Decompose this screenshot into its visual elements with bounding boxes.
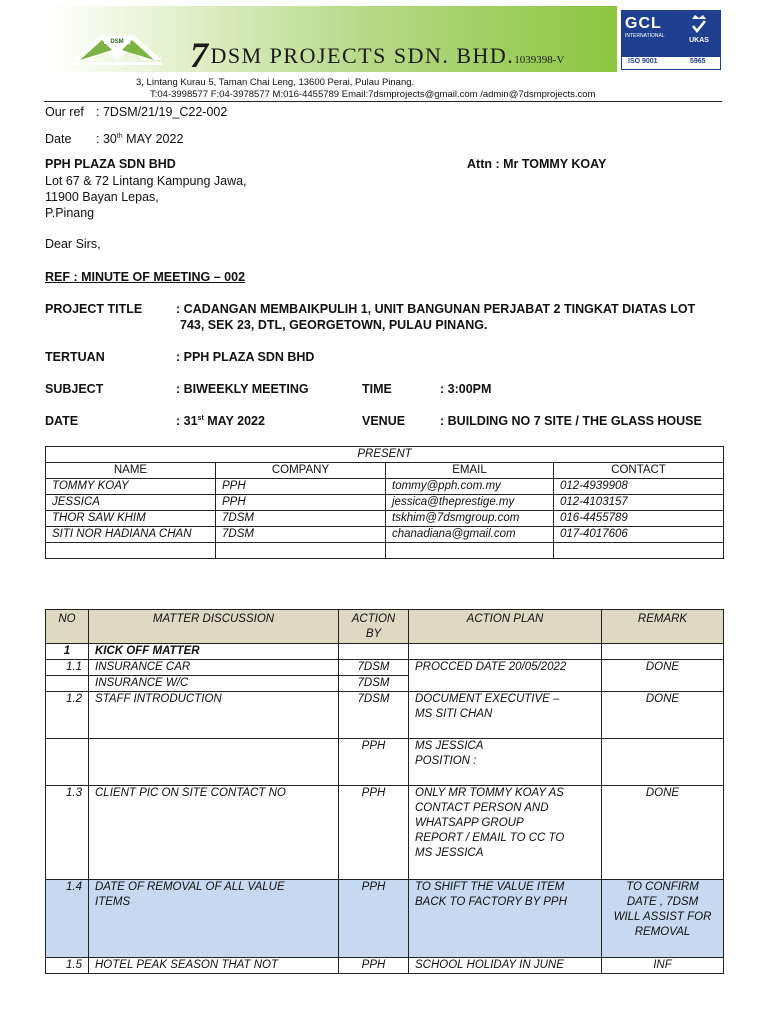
iso-label: ISO 9001 bbox=[628, 58, 658, 65]
venue-value: : BUILDING NO 7 SITE / THE GLASS HOUSE bbox=[440, 414, 702, 428]
time-label: TIME bbox=[362, 382, 392, 396]
item-action-plan: ONLY MR TOMMY KOAY AS CONTACT PERSON AND WHATSAPP GROUP REPORT / EMAIL TO CC TO MS JESSICA bbox=[409, 786, 602, 880]
logo-text: DSM bbox=[110, 39, 124, 45]
header-divider bbox=[44, 101, 722, 102]
recipient-address-line: 11900 Bayan Lepas, bbox=[45, 190, 159, 204]
subject-value: : BIWEEKLY MEETING bbox=[176, 382, 309, 396]
item-matter: INSURANCE CAR bbox=[89, 660, 339, 676]
letter-date-sup: th bbox=[116, 132, 123, 140]
table-row bbox=[46, 660, 724, 676]
table-row-empty bbox=[46, 543, 724, 559]
item-action-plan: MS JESSICA POSITION : bbox=[409, 739, 602, 786]
matter-header-row bbox=[46, 610, 724, 644]
item-matter: DATE OF REMOVAL OF ALL VALUE ITEMS bbox=[89, 880, 339, 958]
recipient-name: PPH PLAZA SDN BHD bbox=[45, 157, 176, 171]
col-header-action-plan: ACTION PLAN bbox=[409, 610, 602, 644]
gcl-text: GCL bbox=[625, 15, 662, 32]
attendee-company: 7DSM bbox=[216, 511, 386, 527]
cert-number: 5965 bbox=[690, 58, 706, 65]
salutation: Dear Sirs, bbox=[45, 237, 101, 251]
col-header-contact: CONTACT bbox=[554, 463, 724, 479]
item-remark: TO CONFIRM DATE , 7DSM WILL ASSIST FOR REMOVAL bbox=[602, 880, 724, 958]
item-matter: STAFF INTRODUCTION bbox=[89, 692, 339, 739]
attendee-company: PPH bbox=[216, 495, 386, 511]
col-header-action-by: ACTION BY bbox=[339, 610, 409, 644]
attendee-contact: 012-4939908 bbox=[554, 479, 724, 495]
certification-badge bbox=[621, 10, 721, 70]
attendee-contact: 017-4017606 bbox=[554, 527, 724, 543]
item-remark: INF bbox=[602, 958, 724, 974]
ukas-text: UKAS bbox=[689, 37, 709, 44]
attendee-email: jessica@theprestige.my bbox=[386, 495, 554, 511]
item-no: 1.2 bbox=[46, 692, 89, 739]
item-action-plan: SCHOOL HOLIDAY IN JUNE bbox=[409, 958, 602, 974]
item-matter: INSURANCE W/C bbox=[89, 676, 339, 692]
item-action-by: 7DSM bbox=[339, 692, 409, 739]
col-header-company: COMPANY bbox=[216, 463, 386, 479]
attention-line: Attn : Mr TOMMY KOAY bbox=[467, 157, 607, 171]
item-remark: DONE bbox=[602, 786, 724, 880]
attendee-company: 7DSM bbox=[216, 527, 386, 543]
table-row bbox=[46, 958, 724, 974]
letter-date-pre: : 30 bbox=[96, 132, 117, 146]
ukas-logo bbox=[680, 13, 718, 57]
item-remark: DONE bbox=[602, 660, 724, 692]
col-header-no: NO bbox=[46, 610, 89, 644]
meeting-date-post: MAY 2022 bbox=[203, 414, 265, 428]
item-action-by: PPH bbox=[339, 739, 409, 786]
item-action-by: PPH bbox=[339, 958, 409, 974]
matter-discussion-table bbox=[45, 609, 724, 974]
table-row bbox=[46, 511, 724, 527]
col-header-email: EMAIL bbox=[386, 463, 554, 479]
attendance-table bbox=[45, 446, 724, 559]
item-no: 1.1 bbox=[46, 660, 89, 676]
attendee-company: PPH bbox=[216, 479, 386, 495]
subject-label: SUBJECT bbox=[45, 382, 104, 396]
col-header-matter: MATTER DISCUSSION bbox=[89, 610, 339, 644]
project-title-label: PROJECT TITLE bbox=[45, 302, 143, 316]
section-no: 1 bbox=[46, 644, 89, 660]
crown-check-icon bbox=[689, 13, 709, 35]
company-reg-no: 1039398-V bbox=[514, 54, 565, 66]
attendee-email: chanadiana@gmail.com bbox=[386, 527, 554, 543]
reference-title: REF : MINUTE OF MEETING – 002 bbox=[45, 270, 246, 284]
item-no: 1.5 bbox=[46, 958, 89, 974]
col-header-name: NAME bbox=[46, 463, 216, 479]
our-ref-value: : 7DSM/21/19_C22-002 bbox=[96, 105, 228, 119]
item-action-plan: DOCUMENT EXECUTIVE – MS SITI CHAN bbox=[409, 692, 602, 739]
attendee-name: SITI NOR HADIANA CHAN bbox=[46, 527, 216, 543]
attendance-header-row bbox=[46, 463, 724, 479]
section-row bbox=[46, 644, 724, 660]
tertuan-label: TERTUAN bbox=[45, 350, 105, 364]
company-number: 7 bbox=[190, 35, 210, 75]
attendee-email: tskhim@7dsmgroup.com bbox=[386, 511, 554, 527]
recipient-address-line: Lot 67 & 72 Lintang Kampung Jawa, bbox=[45, 174, 247, 188]
venue-label: VENUE bbox=[362, 414, 406, 428]
item-no: 1.3 bbox=[46, 786, 89, 880]
company-logo-icon bbox=[72, 26, 162, 66]
section-title: KICK OFF MATTER bbox=[89, 644, 339, 660]
tertuan-value: : PPH PLAZA SDN BHD bbox=[176, 350, 315, 364]
time-value: : 3:00PM bbox=[440, 382, 492, 396]
attendee-name: TOMMY KOAY bbox=[46, 479, 216, 495]
table-row bbox=[46, 527, 724, 543]
table-row bbox=[46, 479, 724, 495]
letter-date bbox=[96, 132, 183, 146]
item-matter: CLIENT PIC ON SITE CONTACT NO bbox=[89, 786, 339, 880]
item-no: 1.4 bbox=[46, 880, 89, 958]
item-matter: HOTEL PEAK SEASON THAT NOT bbox=[89, 958, 339, 974]
attendee-name: THOR SAW KHIM bbox=[46, 511, 216, 527]
project-title-line1: : CADANGAN MEMBAIKPULIH 1, UNIT BANGUNAN PERJABAT 2 TINGKAT DIATAS LOT bbox=[176, 302, 696, 316]
recipient-address-line: P.Pinang bbox=[45, 206, 95, 220]
table-row bbox=[46, 739, 724, 786]
company-name bbox=[190, 30, 565, 75]
item-action-by: 7DSM bbox=[339, 676, 409, 692]
table-row bbox=[46, 495, 724, 511]
letter-date-post: MAY 2022 bbox=[122, 132, 184, 146]
company-address: 3, Lintang Kurau 5, Taman Chai Leng, 13600 Perai, Pulau Pinang. bbox=[136, 77, 415, 88]
table-row bbox=[46, 786, 724, 880]
meeting-date-sup: st bbox=[197, 414, 204, 422]
item-action-plan: PROCCED DATE 20/05/2022 bbox=[409, 660, 602, 692]
meeting-date-label: DATE bbox=[45, 414, 79, 428]
item-action-by: PPH bbox=[339, 880, 409, 958]
gcl-sub: INTERNATIONAL bbox=[625, 33, 665, 39]
item-action-by: PPH bbox=[339, 786, 409, 880]
project-title-line2: 743, SEK 23, DTL, GEORGETOWN, PULAU PINANG. bbox=[180, 318, 488, 332]
item-action-plan: TO SHIFT THE VALUE ITEM BACK TO FACTORY BY PPH bbox=[409, 880, 602, 958]
table-row-highlighted bbox=[46, 880, 724, 958]
attendee-contact: 016-4455789 bbox=[554, 511, 724, 527]
company-name-text: DSM PROJECTS SDN. BHD. bbox=[210, 43, 515, 68]
attendance-title: PRESENT bbox=[46, 447, 724, 463]
meeting-date-pre: : 31 bbox=[176, 414, 198, 428]
meeting-date bbox=[176, 414, 265, 428]
table-row bbox=[46, 692, 724, 739]
date-label: Date bbox=[45, 132, 72, 146]
attendee-contact: 012-4103157 bbox=[554, 495, 724, 511]
attendee-name: JESSICA bbox=[46, 495, 216, 511]
item-remark: DONE bbox=[602, 692, 724, 739]
attendee-email: tommy@pph.com.my bbox=[386, 479, 554, 495]
iso-bar bbox=[622, 57, 720, 69]
col-header-remark: REMARK bbox=[602, 610, 724, 644]
our-ref-label: Our ref bbox=[45, 105, 84, 119]
company-contacts: T:04-3998577 F:04-3978577 M:016-4455789 Email:7dsmprojects@gmail.com /admin@7dsmprojects.com bbox=[150, 89, 596, 100]
item-action-by: 7DSM bbox=[339, 660, 409, 676]
gcl-logo bbox=[625, 15, 675, 43]
